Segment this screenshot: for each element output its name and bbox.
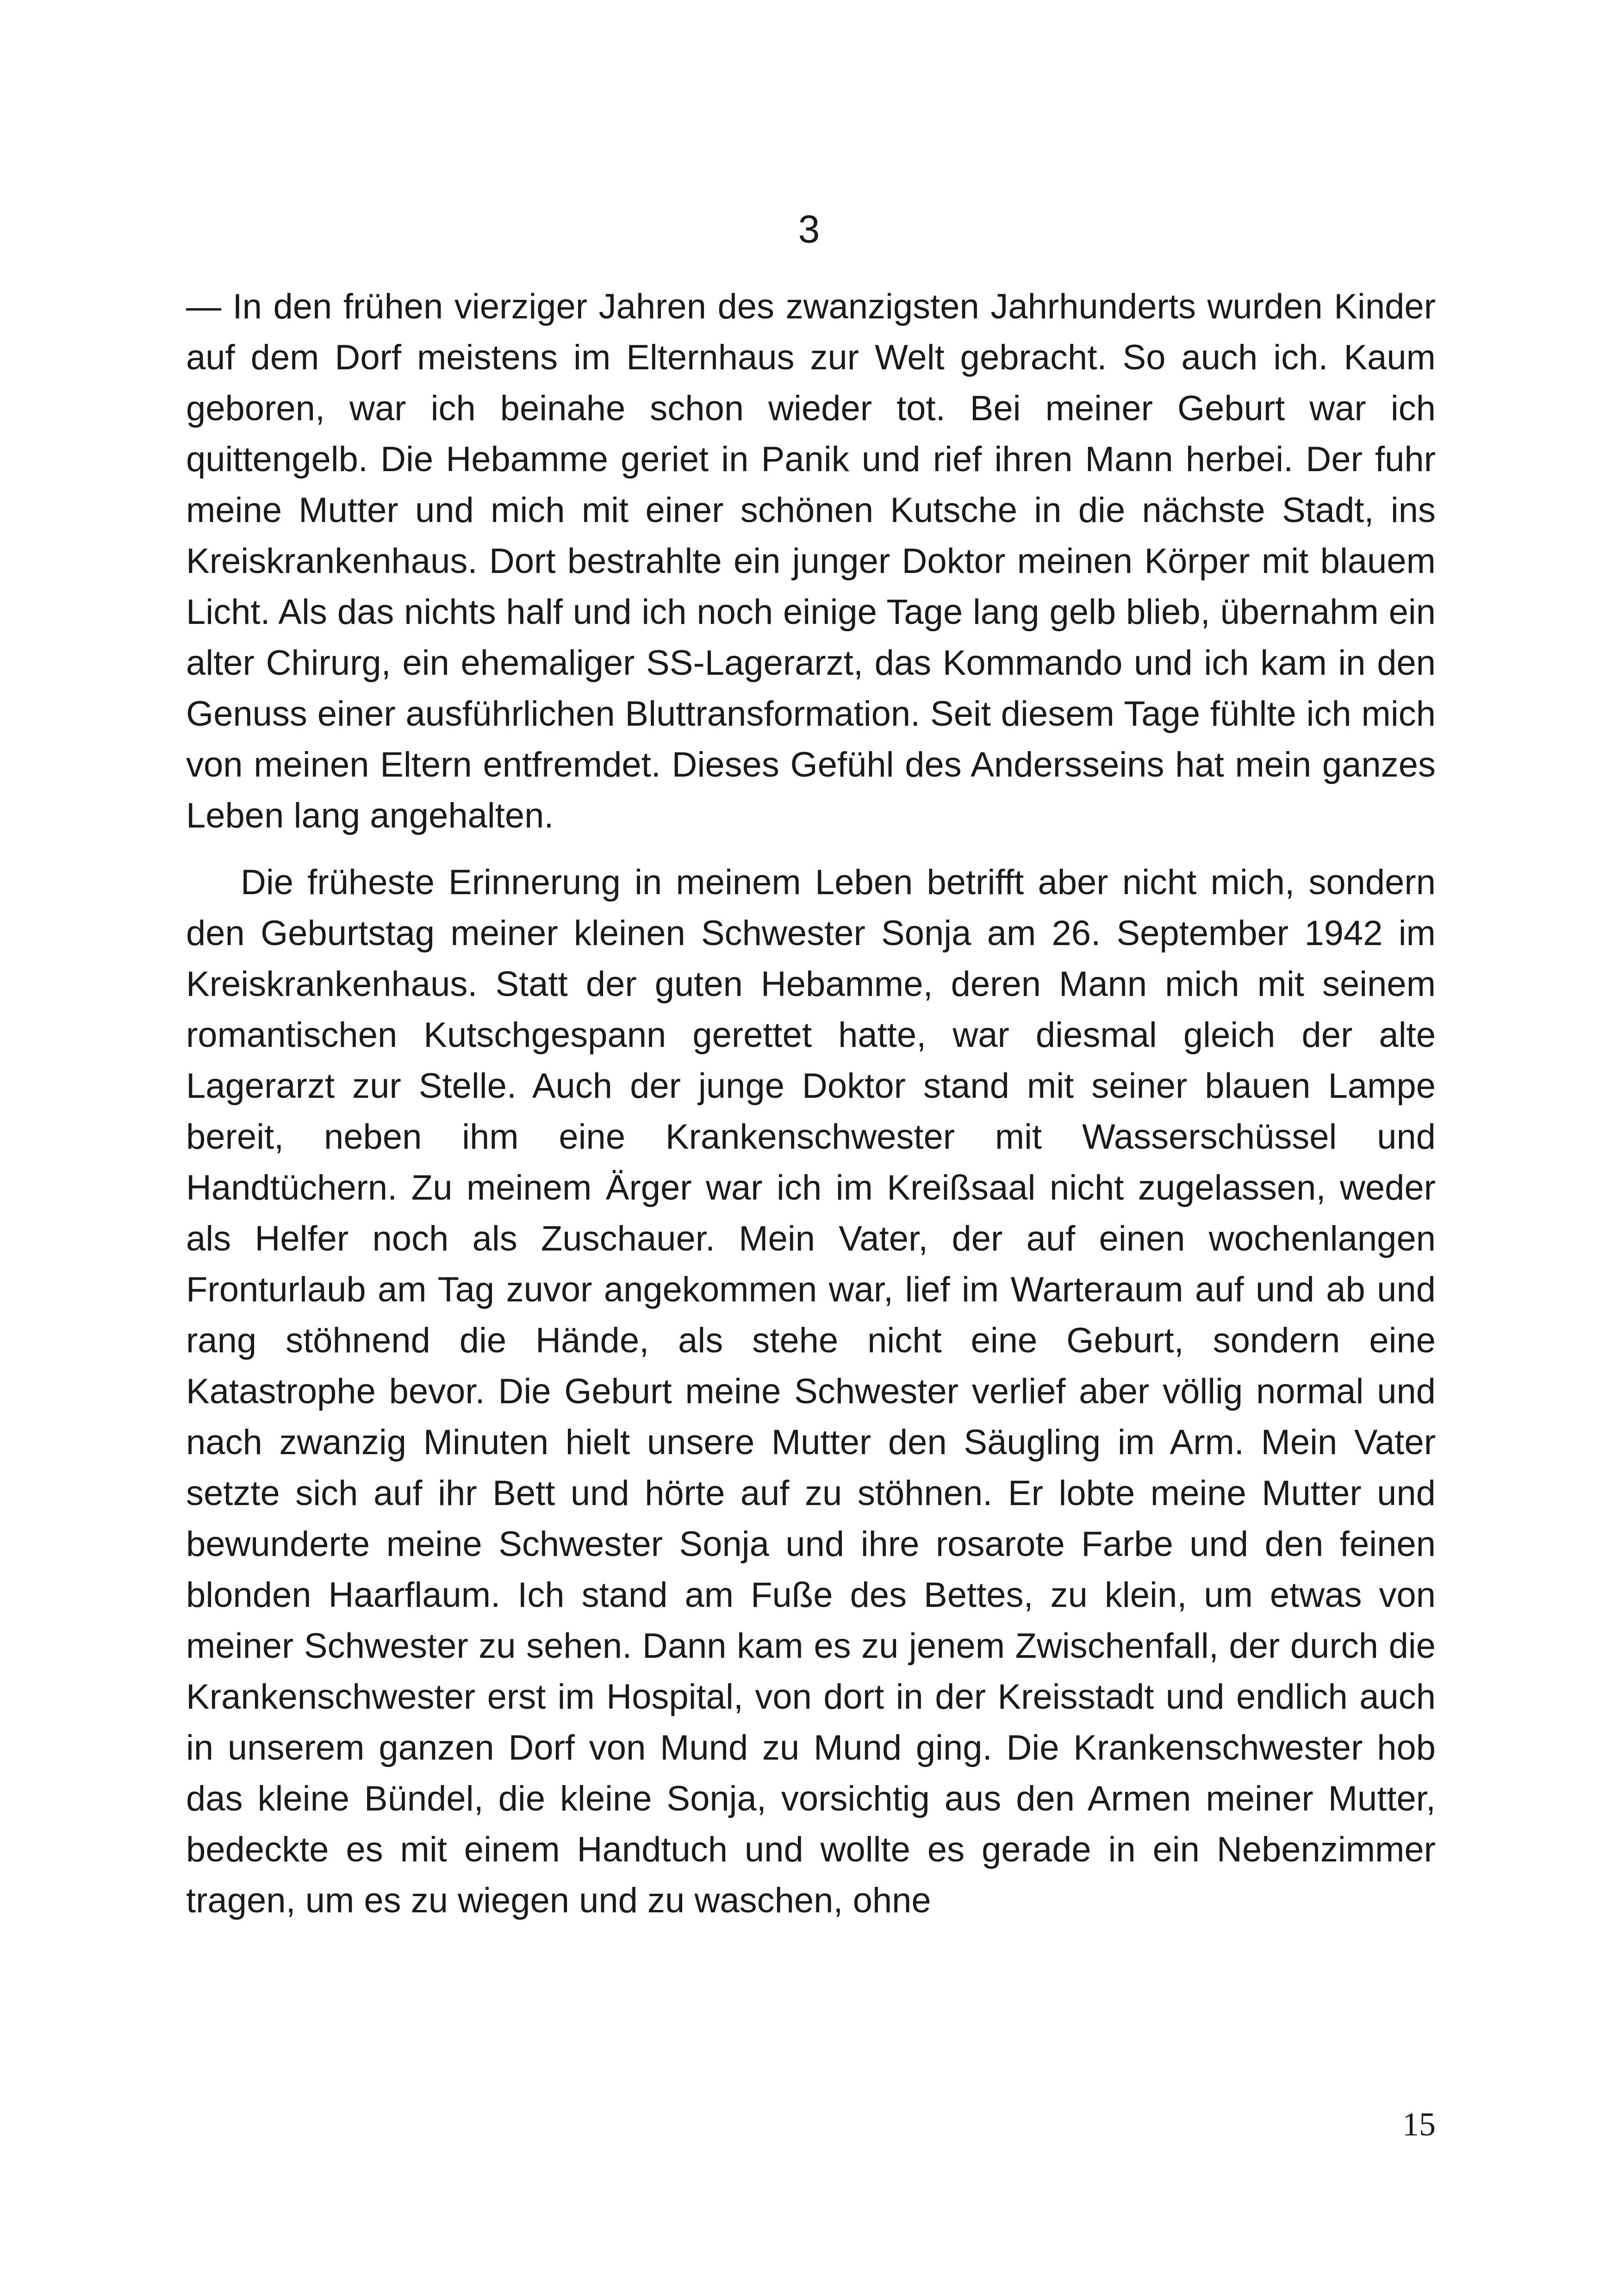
page-number: 15 [1402,2106,1436,2143]
paragraph: Die früheste Erinnerung in meinem Leben betrifft aber nicht mich, sondern den Geburtstag meiner kleinen Schwester Sonja am 26. September 1942 im Kreiskrankenhaus. Statt der guten Hebamme, deren Mann mich mit seinem romantischen Kutschgespann gerettet hatte, war diesmal gleich der alte Lagerarzt zur Stelle. Auch der junge Doktor stand mit seiner blauen Lampe bereit, neben ihm eine Krankenschwester mit Wasserschüssel und Handtüchern. Zu meinem Ärger war ich im Kreißsaal nicht zugelassen, weder als Helfer noch als Zuschauer. Mein Vater, der auf einen wochenlangen Fronturlaub am Tag zuvor angekommen war, lief im Warteraum auf und ab und rang stöhnend die Hände, als stehe nicht eine Geburt, sondern eine Katastrophe bevor. Die Geburt meine Schwester verlief aber völlig normal und nach zwanzig Minuten hielt unsere Mutter den Säugling im Arm. Mein Vater setzte sich auf ihr Bett und hörte auf zu stöhnen. Er lobte meine Mutter und bewunderte meine Schwester Sonja und ihre rosarote Farbe und den feinen blonden Haarflaum. Ich stand am Fuße des Bettes, zu klein, um etwas von meiner Schwester zu sehen. Dann kam es zu jenem Zwischenfall, der durch die Krankenschwester erst im Hospital, von dort in der Kreisstadt und endlich auch in unserem ganzen Dorf von Mund zu Mund ging. Die Krankenschwester hob das kleine Bündel, die kleine Sonja, vorsichtig aus den Armen meiner Mutter, bedeckte es mit einem Handtuch und wollte es gerade in ein Nebenzimmer tragen, um es zu wiegen und zu waschen, ohne [186,863,1436,1920]
paragraph: — In den frühen vierziger Jahren des zwanzigsten Jahrhunderts wurden Kinder auf dem Dorf meistens im Elternhaus zur Welt gebracht. So auch ich. Kaum geboren, war ich beinahe schon wieder tot. Bei meiner Geburt war ich quittengelb. Die Hebamme geriet in Panik und rief ihren Mann herbei. Der fuhr meine Mutter und mich mit einer schönen Kutsche in die nächste Stadt, ins Kreiskrankenhaus. Dort bestrahlte ein junger Doktor meinen Körper mit blauem Licht. Als das nichts half und ich noch einige Tage lang gelb blieb, übernahm ein alter Chirurg, ein ehemaliger SS-Lagerarzt, das Kommando und ich kam in den Genuss einer ausführlichen Bluttransformation. Seit diesem Tage fühlte ich mich von meinen Eltern entfremdet. Dieses Gefühl des Andersseins hat mein ganzes Leben lang angehalten. [186,287,1436,835]
chapter-number: 3 [798,207,820,251]
body-text [186,281,1436,1926]
